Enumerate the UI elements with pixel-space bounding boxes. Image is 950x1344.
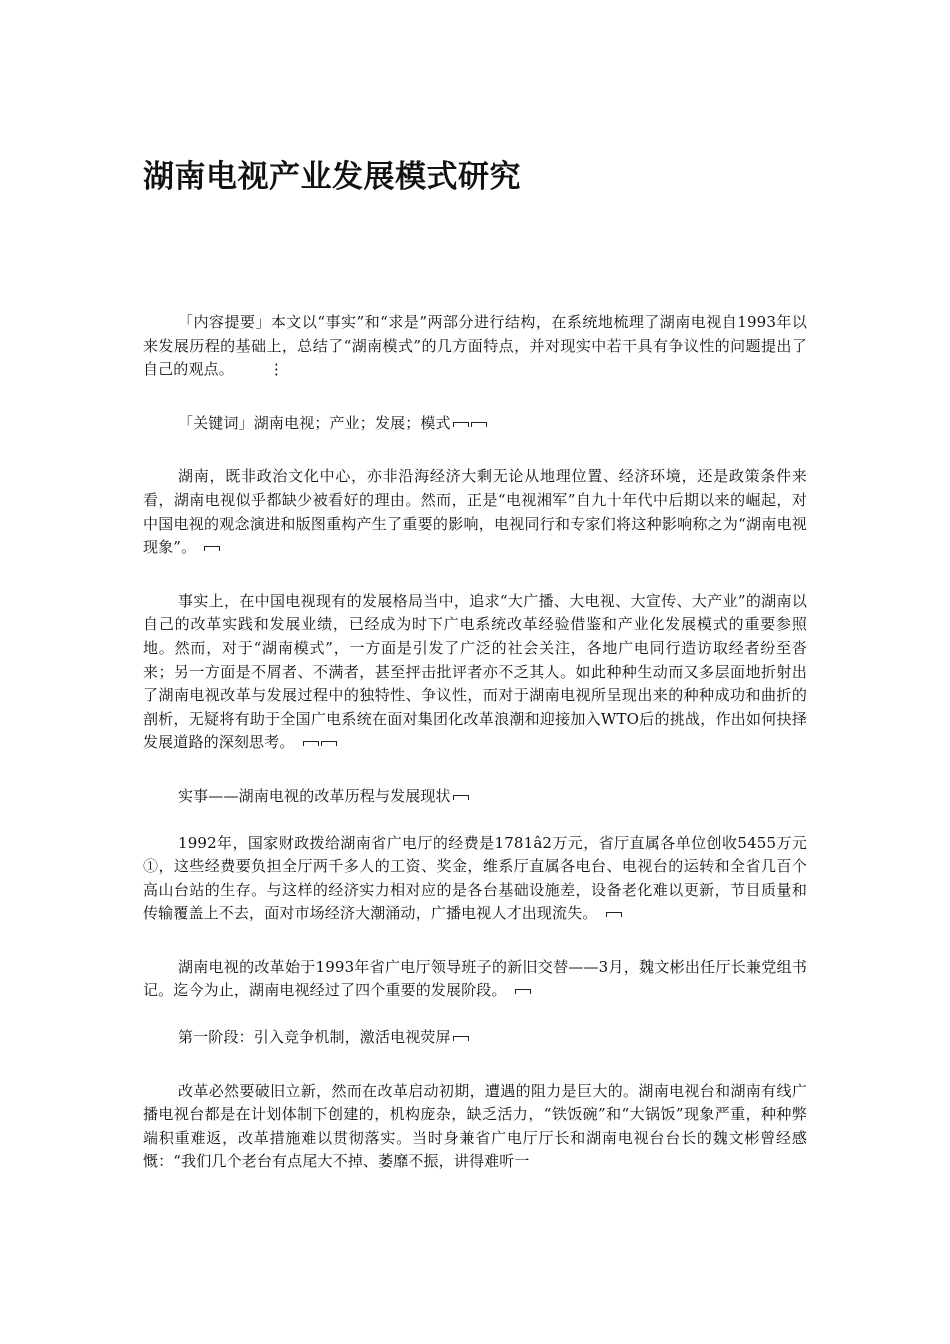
paragraph-mark-icon [321,741,337,746]
paragraph-mark-icon [303,741,319,746]
paragraph-text: 改革必然要破旧立新，然而在改革启动初期，遭遇的阻力是巨大的。湖南电视台和湖南有线广播电视台都是在计划体制下创建的，机构庞杂，缺乏活力，“铁饭碗”和“大锅饭”现象严重，种种弊端积重难返，改革措施难以贯彻落实。当时身兼省广电厅厅长和湖南电视台台长的魏文彬曾经感慨：“我们几个老台有点尾大不掉、萎靡不振，讲得难听一 [143,1081,807,1171]
paragraph-text: 湖南，既非政治文化中心，亦非沿海经济大剩无论从地理位置、经济环境，还是政策条件来看，湖南电视似乎都缺少被看好的理由。然而，正是“电视湘军”自九十年代中后期以来的崛起，对中国电视的观念演进和版图重构产生了重要的影响，电视同行和专家们将这种影响称之为“湖南电视现象”。 [143,467,807,557]
paragraph-text: 实事——湖南电视的改革历程与发展现状 [178,786,451,805]
paragraph-text: 事实上，在中国电视现有的发展格局当中，追求“大广播、大电视、大宣传、大产业”的湖南以自己的改革实践和发展业绩，已经成为时下广电系统改革经验借鉴和产业化发展模式的重要参照地。然而，对于“湖南模式”，一方面是引发了广泛的社会关注，各地广电同行造访取经者纷至沓来；另一方面是不屑者、不满者，甚至抨击批评者亦不乏其人。如此种种生动而又多层面地折射出了湖南电视改革与发展过程中的独特性、争议性，而对于湖南电视所呈现出来的种种成功和曲折的剖析，无疑将有助于全国广电系统在面对集团化改革浪潮和迎接加入WTO后的挑战，作出如何抉择发展道路的深刻思考。 [143,591,807,752]
section-heading [143,785,807,809]
paragraph-mark-icon [204,546,220,551]
paragraph-text: 第一阶段：引入竞争机制，激活电视荧屏 [178,1028,451,1047]
body-paragraph [143,832,807,926]
paragraph-mark-icon [471,422,487,427]
body-paragraph [143,590,807,755]
body-paragraph [143,1080,807,1174]
body-paragraph [143,956,807,1003]
section-heading [143,1026,807,1050]
abstract-paragraph [143,311,807,382]
paragraph-text: 1992年，国家财政拨给湖南省广电厅的经费是1781â2万元，省厅直属各单位创收5455万元①，这些经费要负担全厅两千多人的工资、奖金，维系厅直属各电台、电视台的运转和全省几百个高山台站的生存。与这样的经济实力相对应的是各台基础设施差，设备老化难以更新，节目质量和传输覆盖上不去，面对市场经济大潮涌动，广播电视人才出现流失。 [143,833,807,923]
paragraph-mark-icon [453,795,469,800]
paragraph-mark-icon [453,422,469,427]
document-body [143,311,807,1197]
paragraph-mark-icon [515,989,531,994]
body-paragraph [143,465,807,559]
ellipsis-mark: ⋮ [268,360,285,379]
paragraph-text: 「关键词」湖南电视；产业；发展；模式 [178,413,451,432]
paragraph-text: 「内容提要」本文以“事实”和“求是”两部分进行结构，在系统地梳理了湖南电视自1993年以来发展历程的基础上，总结了“湖南模式”的几方面特点，并对现实中若干具有争议性的问题提出了自己的观点。 [143,313,807,379]
paragraph-mark-icon [606,912,622,917]
document-title: 湖南电视产业发展模式研究 [143,159,521,195]
paragraph-text: 湖南电视的改革始于1993年省广电厅领导班子的新旧交替——3月，魏文彬出任厅长兼党组书记。迄今为止，湖南电视经过了四个重要的发展阶段。 [143,957,807,1000]
paragraph-mark-icon [453,1036,469,1041]
keywords-paragraph [143,412,807,436]
